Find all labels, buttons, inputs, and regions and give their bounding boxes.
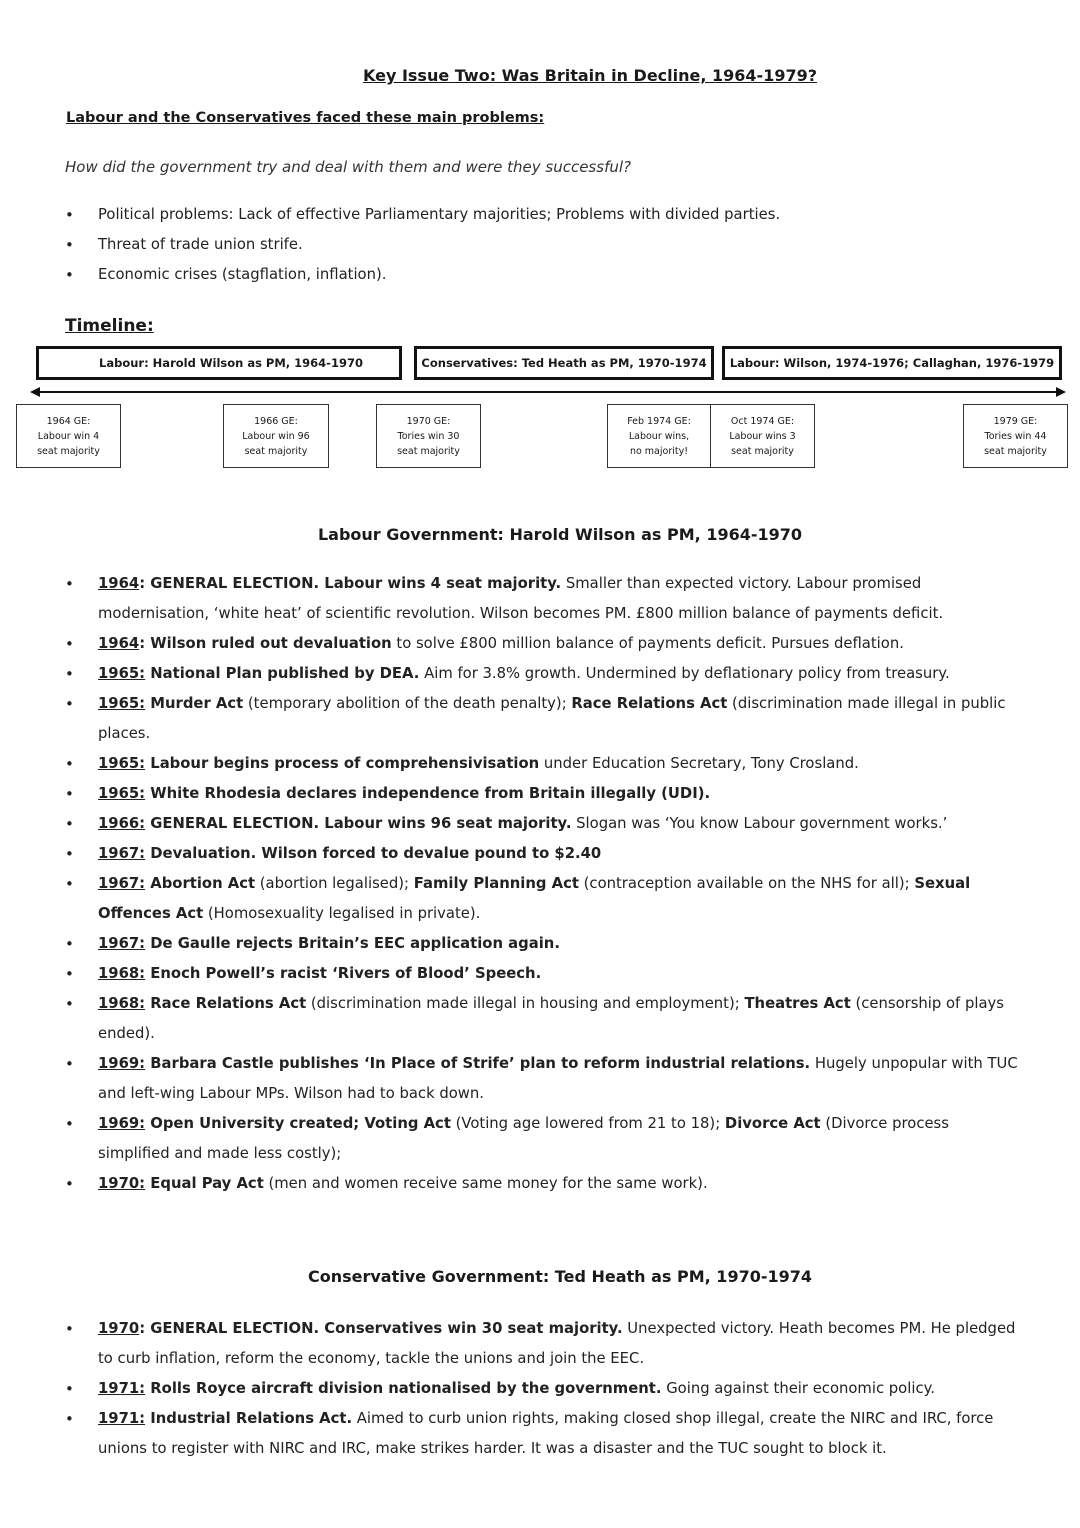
conservative-events-list: [65, 1314, 1025, 1464]
problems-heading: Labour and the Conservatives faced these main problems:: [66, 110, 545, 126]
list-item: • Economic crises (stagflation, inflation).: [65, 260, 1025, 290]
timeline-event-oct-1974: Oct 1974 GE: Labour wins 3 seat majority: [710, 404, 815, 468]
list-item: • 1971: Industrial Relations Act. Aimed to curb union rights, making closed shop illegal, create the NIRC and IRC, force unions to register with NIRC and IRC, make strikes harder. It was a disaster and the TUC sought to block it.: [65, 1404, 1025, 1464]
list-item: • 1965: National Plan published by DEA. Aim for 3.8% growth. Undermined by deflationary policy from treasury.: [65, 659, 1025, 689]
list-item: • 1965: Labour begins process of comprehensivisation under Education Secretary, Tony Crosland.: [65, 749, 1025, 779]
list-item: • 1964: Wilson ruled out devaluation to solve £800 million balance of payments deficit. Pursues deflation.: [65, 629, 1025, 659]
timeline-event-1964: 1964 GE: Labour win 4 seat majority: [16, 404, 121, 468]
list-item: • 1967: Devaluation. Wilson forced to devalue pound to $2.40: [65, 839, 1025, 869]
list-item: • Threat of trade union strife.: [65, 230, 1025, 260]
timeline-event-1979: 1979 GE: Tories win 44 seat majority: [963, 404, 1068, 468]
list-item: • 1967: De Gaulle rejects Britain’s EEC application again.: [65, 929, 1025, 959]
list-item: • 1967: Abortion Act (abortion legalised); Family Planning Act (contraception available on the NHS for all); Sexual Offences Act (Homosexuality legalised in private).: [65, 869, 1025, 929]
labour-section-title: Labour Government: Harold Wilson as PM, 1964-1970: [317, 525, 803, 544]
page-title: Key Issue Two: Was Britain in Decline, 1964-1979?: [362, 66, 817, 85]
list-item: • 1966: GENERAL ELECTION. Labour wins 96 seat majority. Slogan was ‘You know Labour government works.’: [65, 809, 1025, 839]
timeline-event-feb-1974: Feb 1974 GE: Labour wins, no majority!: [607, 404, 711, 468]
list-item: • 1968: Race Relations Act (discrimination made illegal in housing and employment); Theatres Act (censorship of plays ended).: [65, 989, 1025, 1049]
timeline-heading: Timeline:: [65, 316, 154, 336]
timeline-event-1966: 1966 GE: Labour win 96 seat majority: [223, 404, 329, 468]
timeline-period-wilson: Labour: Harold Wilson as PM, 1964-1970: [36, 346, 402, 380]
list-item: • 1965: Murder Act (temporary abolition of the death penalty); Race Relations Act (discrimination made illegal in public places.: [65, 689, 1025, 749]
list-item: • 1968: Enoch Powell’s racist ‘Rivers of Blood’ Speech.: [65, 959, 1025, 989]
list-item: • 1965: White Rhodesia declares independence from Britain illegally (UDI).: [65, 779, 1025, 809]
timeline-event-1970: 1970 GE: Tories win 30 seat majority: [376, 404, 481, 468]
guiding-question: How did the government try and deal with them and were they successful?: [65, 158, 631, 176]
conservative-section-title: Conservative Government: Ted Heath as PM, 1970-1974: [307, 1267, 813, 1286]
labour-events-list: [65, 569, 1025, 1199]
timeline-axis: [30, 385, 1066, 399]
list-item: • 1970: GENERAL ELECTION. Conservatives win 30 seat majority. Unexpected victory. Heath becomes PM. He pledged to curb inflation, reform the economy, tackle the unions and join the EEC.: [65, 1314, 1025, 1374]
list-item: • 1969: Barbara Castle publishes ‘In Place of Strife’ plan to reform industrial relations. Hugely unpopular with TUC and left-wing Labour MPs. Wilson had to back down.: [65, 1049, 1025, 1109]
list-item: • 1969: Open University created; Voting Act (Voting age lowered from 21 to 18); Divorce Act (Divorce process simplified and made less costly);: [65, 1109, 1025, 1169]
list-item: • Political problems: Lack of effective Parliamentary majorities; Problems with divided parties.: [65, 200, 1025, 230]
timeline-period-heath: Conservatives: Ted Heath as PM, 1970-1974: [414, 346, 714, 380]
list-item: • 1964: GENERAL ELECTION. Labour wins 4 seat majority. Smaller than expected victory. Labour promised modernisation, ‘white heat’ of scientific revolution. Wilson becomes PM. £800 million balance of payments deficit.: [65, 569, 1025, 629]
list-item: • 1971: Rolls Royce aircraft division nationalised by the government. Going against their economic policy.: [65, 1374, 1025, 1404]
timeline-period-wilson-callaghan: Labour: Wilson, 1974-1976; Callaghan, 1976-1979: [722, 346, 1062, 380]
problems-list: [65, 200, 1025, 290]
list-item: • 1970: Equal Pay Act (men and women receive same money for the same work).: [65, 1169, 1025, 1199]
